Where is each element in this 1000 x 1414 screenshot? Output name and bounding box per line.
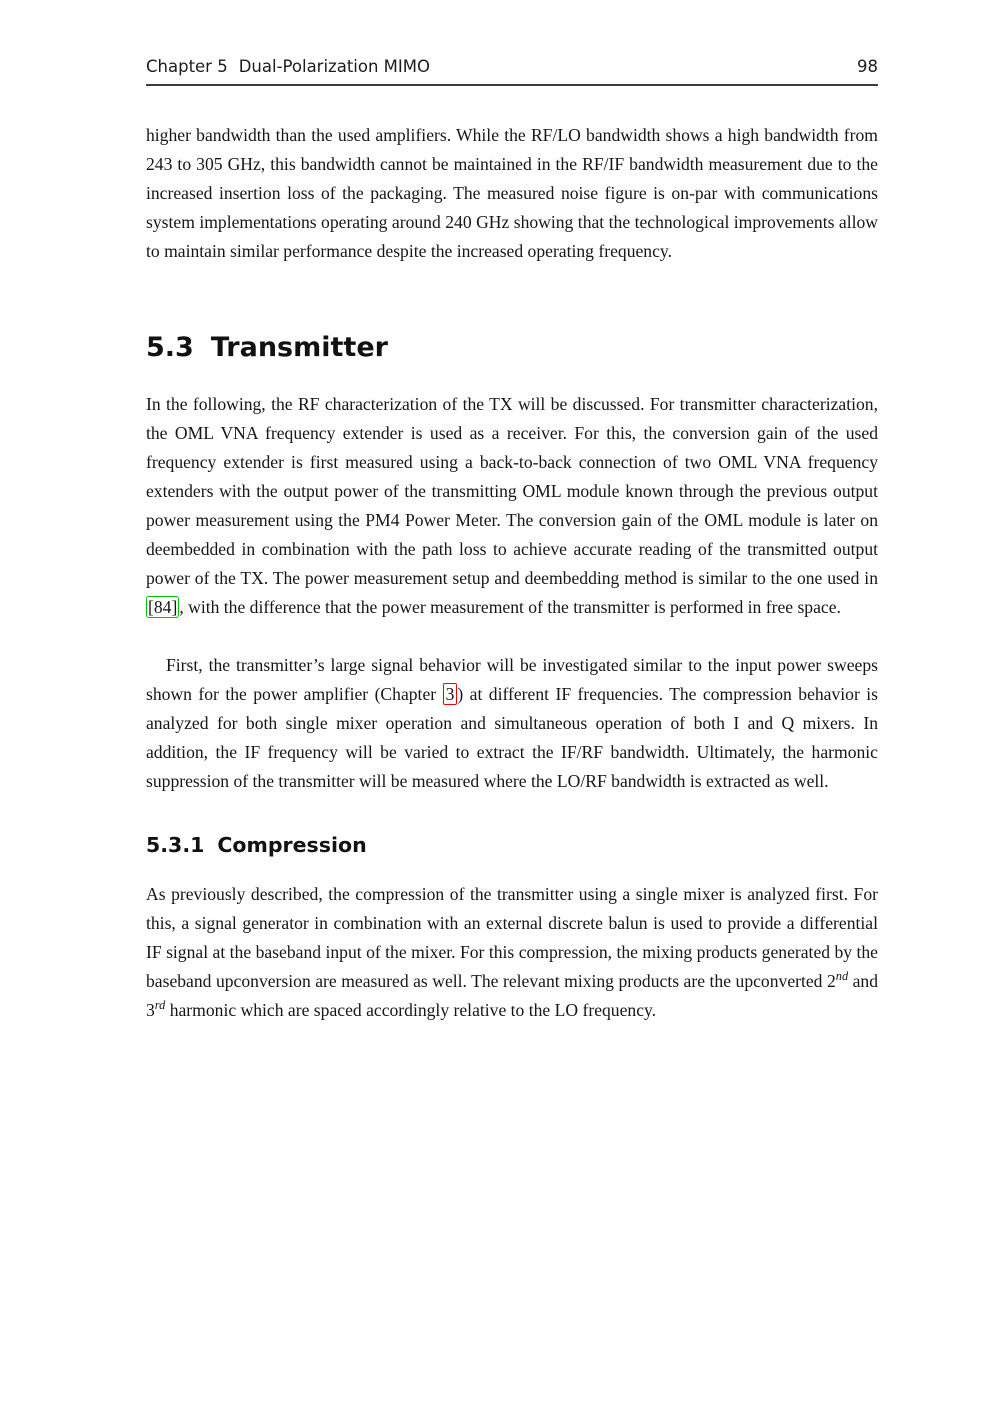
- page-number: 98: [857, 57, 878, 76]
- subsection-number: 5.3.1: [146, 833, 205, 857]
- section-heading-transmitter: [146, 332, 878, 363]
- tx-text-before-citation: In the following, the RF characterization of the TX will be discussed. For transmitter characterization, the OML VNA frequency extender is used as a receiver. For this, the conversion gain of the used frequency extender is first measured using a back-to-back connection of two OML VNA frequency extenders with the output power of the transmitting OML module known through the previous output power measurement using the PM4 Power Meter. The conversion gain of the OML module is later on deembedded in combination with the path loss to achieve accurate reading of the transmitted output power of the TX. The power measurement setup and deembedding method is similar to the one used in: [146, 394, 878, 588]
- paragraph-compression: [146, 880, 878, 1025]
- comp-text-2: and 3: [146, 971, 878, 1020]
- comp-text-1: As previously described, the compression of the transmitter using a single mixer is analyzed first. For this, a signal generator in combination with an external discrete balun is used to provide a differential IF signal at the baseband input of the mixer. For this compression, the mixing products generated by the baseband upconversion are measured as well. The relevant mixing products are the upconverted 2: [146, 884, 878, 991]
- tx-text-after-citation: , with the difference that the power measurement of the transmitter is performed in free space.: [179, 597, 841, 617]
- ls-text-after-ref: ) at different IF frequencies. The compression behavior is analyzed for both single mixer operation and simultaneous operation of both I and Q mixers. In addition, the IF frequency will be varied to extract the IF/RF bandwidth. Ultimately, the harmonic suppression of the transmitter will be measured where the LO/RF bandwidth is extracted as well.: [146, 684, 879, 791]
- superscript-nd: nd: [835, 969, 849, 984]
- paragraph-tx-characterization: [146, 390, 878, 622]
- subsection-heading-compression: [146, 833, 878, 857]
- paragraph-large-signal: [146, 651, 878, 796]
- comp-text-3: harmonic which are spaced accordingly relative to the LO frequency.: [165, 1000, 657, 1020]
- citation-link-84[interactable]: [84]: [148, 597, 178, 617]
- page-header: [146, 57, 878, 86]
- ls-text-before-ref: First, the transmitter’s large signal behavior will be investigated similar to the input power sweeps shown for the power amplifier (Chapter: [146, 655, 878, 704]
- section-number: 5.3: [146, 332, 194, 363]
- paragraph-noise-figure: higher bandwidth than the used amplifiers. While the RF/LO bandwidth shows a high bandwidth from 243 to 305 GHz, this bandwidth cannot be maintained in the RF/IF bandwidth measurement due to the increased insertion loss of the packaging. The measured noise figure is on-par with communications system implementations operating around 240 GHz showing that the technological improvements allow to maintain similar performance despite the increased operating frequency.: [146, 125, 878, 261]
- running-head-chapter-label: Chapter 5: [146, 57, 228, 76]
- running-head: [146, 57, 430, 76]
- superscript-rd: rd: [154, 998, 166, 1013]
- section-title: Transmitter: [210, 332, 388, 363]
- running-head-chapter-title: Dual-Polarization MIMO: [238, 57, 430, 76]
- chapter-3-reference-link[interactable]: 3: [443, 683, 458, 705]
- subsection-title: Compression: [217, 833, 367, 857]
